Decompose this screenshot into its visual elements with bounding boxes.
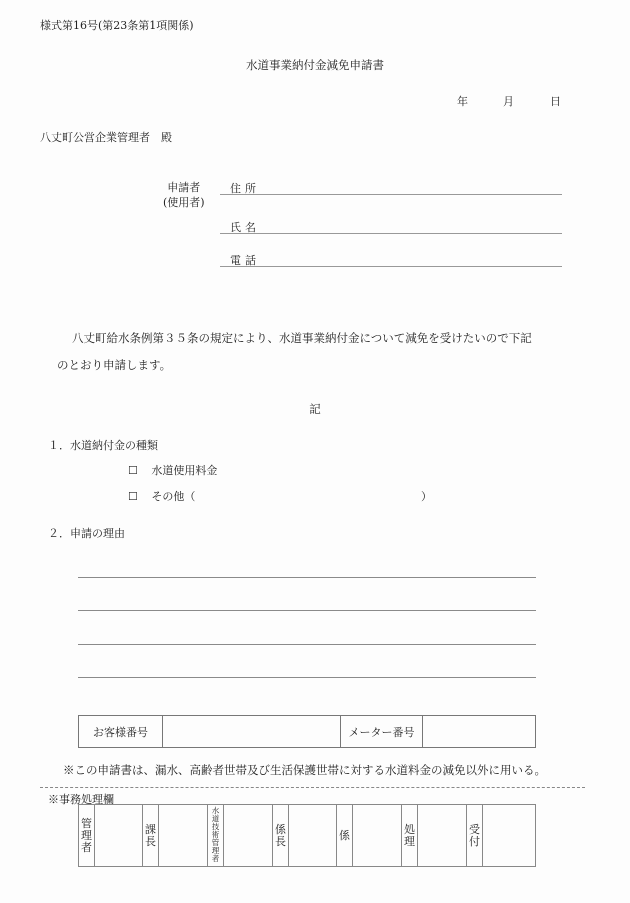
- stamp-cell-manager[interactable]: [95, 805, 143, 867]
- option-water-usage[interactable]: [128, 462, 217, 478]
- phone-field[interactable]: [220, 252, 562, 267]
- customer-table: [78, 715, 536, 748]
- body-text-line1: 八丈町給水条例第３５条の規定により、水道事業納付金について減免を受けたいので下記: [72, 331, 532, 345]
- office-label-reception: 受付: [467, 805, 483, 867]
- name-value: [260, 221, 270, 234]
- address-label: 住所: [230, 182, 260, 195]
- option-other-close-paren: ）: [421, 490, 432, 503]
- phone-value: [260, 254, 270, 267]
- date-day-label: 日: [550, 95, 561, 108]
- form-number: 様式第16号(第23条第1項関係): [40, 19, 194, 32]
- office-label-staff: 係: [337, 805, 353, 867]
- usage-note: ※この申請書は、漏水、高齢者世帯及び生活保護世帯に対する水道料金の減免以外に用いる。: [63, 763, 546, 777]
- meter-number-label: メーター番号: [341, 716, 423, 748]
- body-text-line2: のとおり申請します。: [57, 358, 172, 372]
- office-use-table: [78, 804, 536, 867]
- date-month-label: 月: [503, 95, 514, 108]
- customer-number-cell[interactable]: [163, 716, 341, 748]
- section2-heading: ２．申請の理由: [48, 527, 125, 540]
- stamp-cell-reception[interactable]: [483, 805, 536, 867]
- office-label-section-chief: 課長: [143, 805, 159, 867]
- reason-line-1[interactable]: [78, 577, 536, 578]
- stamp-cell-water-tech-manager[interactable]: [224, 805, 273, 867]
- phone-label: 電話: [230, 254, 260, 267]
- stamp-cell-section-chief[interactable]: [159, 805, 208, 867]
- addressee: 八丈町公営企業管理者 殿: [40, 131, 172, 144]
- option-other[interactable]: [128, 488, 195, 504]
- option-other-label: その他（: [151, 490, 196, 503]
- customer-number-label: お客様番号: [79, 716, 163, 748]
- office-use-title: ※事務処理欄: [48, 793, 114, 806]
- document-title: 水道事業納付金減免申請書: [246, 58, 384, 72]
- cut-line-divider: [40, 787, 585, 788]
- reason-line-4[interactable]: [78, 677, 536, 678]
- checkbox-icon[interactable]: ☐: [128, 464, 138, 477]
- office-label-water-tech-manager: 水道技術管理者: [208, 805, 224, 867]
- option-water-usage-label: 水道使用料金: [151, 464, 218, 477]
- address-field[interactable]: [220, 180, 562, 195]
- name-field[interactable]: [220, 219, 562, 234]
- checkbox-icon[interactable]: ☐: [128, 490, 138, 503]
- applicant-label: [163, 180, 205, 210]
- address-value: [260, 182, 270, 195]
- reason-line-3[interactable]: [78, 644, 536, 645]
- office-label-processing: 処理: [402, 805, 418, 867]
- meter-number-cell[interactable]: [423, 716, 536, 748]
- stamp-cell-processing[interactable]: [418, 805, 467, 867]
- ki-heading: 記: [309, 402, 321, 416]
- reason-line-2[interactable]: [78, 610, 536, 611]
- stamp-cell-staff[interactable]: [353, 805, 402, 867]
- applicant-label-line2: (使用者): [163, 196, 205, 209]
- section1-heading: １．水道納付金の種類: [48, 439, 158, 452]
- office-label-subsection-chief: 係長: [273, 805, 289, 867]
- option-other-input[interactable]: [200, 488, 430, 502]
- applicant-label-line1: 申請者: [167, 181, 201, 194]
- name-label: 氏名: [230, 221, 260, 234]
- stamp-cell-subsection-chief[interactable]: [289, 805, 337, 867]
- date-year-label: 年: [457, 95, 468, 108]
- office-label-manager: 管理者: [79, 805, 95, 867]
